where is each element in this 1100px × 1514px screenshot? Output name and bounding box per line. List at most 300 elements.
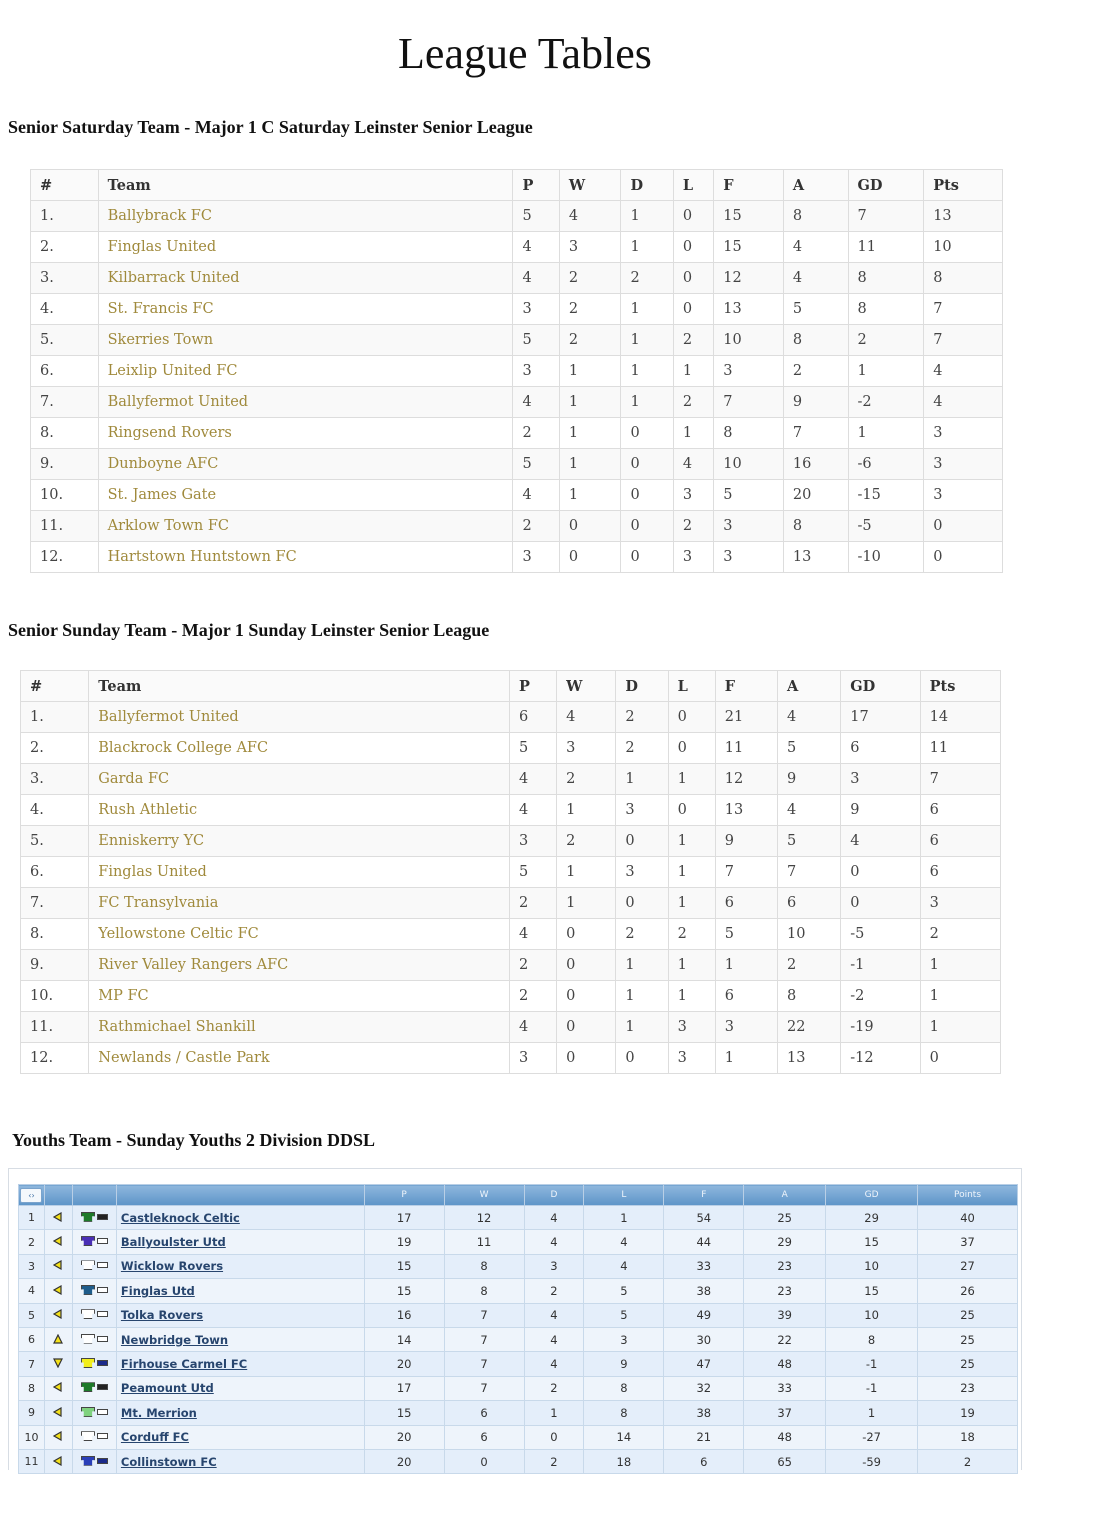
trend-same-icon bbox=[53, 1259, 63, 1273]
cell-points: 4 bbox=[924, 356, 1003, 387]
sunday-league-table bbox=[20, 670, 1001, 1074]
shorts-icon bbox=[97, 1360, 108, 1366]
cell-won: 11 bbox=[444, 1230, 524, 1254]
team-link[interactable]: Ballyfermot United bbox=[107, 394, 249, 410]
cell-points: 3 bbox=[924, 480, 1003, 511]
cell-team bbox=[116, 1401, 364, 1425]
cell-won: 1 bbox=[559, 449, 621, 480]
shirt-icon bbox=[81, 1382, 95, 1392]
cell-points: 6 bbox=[920, 857, 1000, 888]
cell-lost: 2 bbox=[673, 387, 713, 418]
cell-lost: 3 bbox=[673, 480, 713, 511]
team-link[interactable]: Arklow Town FC bbox=[107, 518, 229, 534]
cell-against: 8 bbox=[778, 981, 841, 1012]
cell-played: 15 bbox=[364, 1401, 444, 1425]
shorts-icon bbox=[97, 1287, 108, 1293]
cell-goal-difference: 8 bbox=[848, 263, 924, 294]
shirt-icon bbox=[81, 1236, 95, 1246]
cell-goal-difference: 0 bbox=[841, 857, 920, 888]
cell-goal-difference: -1 bbox=[826, 1376, 918, 1400]
cell-lost: 0 bbox=[673, 263, 713, 294]
cell-lost: 2 bbox=[668, 919, 715, 950]
team-link[interactable]: Yellowstone Celtic FC bbox=[98, 926, 259, 942]
column-header-won: W bbox=[559, 170, 621, 201]
cell-goal-difference: -2 bbox=[848, 387, 924, 418]
cell-team bbox=[89, 981, 510, 1012]
table-row bbox=[21, 733, 1001, 764]
cell-won: 1 bbox=[559, 356, 621, 387]
team-link[interactable]: Kilbarrack United bbox=[107, 270, 240, 286]
trend-up-icon bbox=[53, 1333, 63, 1347]
shorts-icon bbox=[97, 1336, 108, 1342]
cell-position: 6 bbox=[19, 1327, 45, 1351]
cell-won: 1 bbox=[559, 418, 621, 449]
cell-won: 2 bbox=[557, 826, 616, 857]
team-link[interactable]: Newlands / Castle Park bbox=[98, 1050, 270, 1066]
cell-for: 6 bbox=[715, 981, 777, 1012]
team-link[interactable]: Tolka Rovers bbox=[120, 1308, 204, 1323]
cell-lost: 3 bbox=[668, 1012, 715, 1043]
cell-played: 17 bbox=[364, 1376, 444, 1400]
cell-won: 3 bbox=[559, 232, 621, 263]
column-header-lost: L bbox=[673, 170, 713, 201]
cell-drawn: 2 bbox=[621, 263, 673, 294]
team-link[interactable]: Rathmichael Shankill bbox=[98, 1019, 256, 1035]
team-link[interactable]: Mt. Merrion bbox=[120, 1405, 197, 1420]
team-kit-icon bbox=[81, 1456, 108, 1466]
cell-goal-difference: 11 bbox=[848, 232, 924, 263]
cell-team bbox=[89, 950, 510, 981]
column-header-lost[interactable]: L bbox=[584, 1185, 664, 1206]
cell-against: 22 bbox=[744, 1327, 826, 1351]
team-kit-icon bbox=[81, 1212, 108, 1222]
cell-points: 7 bbox=[924, 325, 1003, 356]
cell-for: 44 bbox=[664, 1230, 744, 1254]
team-link[interactable]: St. James Gate bbox=[107, 487, 217, 503]
cell-goal-difference: -1 bbox=[841, 950, 920, 981]
cell-won: 1 bbox=[559, 387, 621, 418]
team-kit-icon bbox=[81, 1382, 108, 1392]
cell-kit bbox=[72, 1401, 116, 1425]
cell-against: 33 bbox=[744, 1376, 826, 1400]
column-header-points[interactable]: Points bbox=[918, 1185, 1018, 1206]
cell-for: 49 bbox=[664, 1303, 744, 1327]
column-header-points: Pts bbox=[920, 671, 1000, 702]
cell-team bbox=[98, 449, 513, 480]
column-toggle-cell bbox=[19, 1185, 45, 1206]
cell-against: 65 bbox=[744, 1449, 826, 1473]
cell-drawn: 0 bbox=[621, 511, 673, 542]
cell-lost: 1 bbox=[673, 418, 713, 449]
trend-same-icon bbox=[53, 1381, 63, 1395]
cell-for: 3 bbox=[715, 1012, 777, 1043]
cell-won: 6 bbox=[444, 1425, 524, 1449]
cell-lost: 3 bbox=[673, 542, 713, 573]
team-link[interactable]: Wicklow Rovers bbox=[120, 1259, 224, 1274]
table-row bbox=[31, 232, 1003, 263]
trend-same-icon bbox=[53, 1430, 63, 1444]
cell-goal-difference: 10 bbox=[826, 1303, 918, 1327]
cell-for: 3 bbox=[714, 511, 784, 542]
cell-team bbox=[116, 1254, 364, 1278]
shirt-icon bbox=[81, 1260, 95, 1270]
cell-won: 4 bbox=[559, 201, 621, 232]
cell-for: 33 bbox=[664, 1254, 744, 1278]
shorts-icon bbox=[97, 1214, 108, 1220]
column-header-team: Team bbox=[89, 671, 510, 702]
cell-for: 13 bbox=[715, 795, 777, 826]
cell-team bbox=[98, 263, 513, 294]
cell-points: 6 bbox=[920, 826, 1000, 857]
cell-position: 5. bbox=[21, 826, 89, 857]
cell-lost: 5 bbox=[584, 1303, 664, 1327]
cell-kit bbox=[72, 1303, 116, 1327]
team-link[interactable]: Corduff FC bbox=[120, 1430, 189, 1445]
cell-won: 0 bbox=[557, 919, 616, 950]
cell-points: 8 bbox=[924, 263, 1003, 294]
column-header-drawn[interactable]: D bbox=[524, 1185, 584, 1206]
cell-played: 4 bbox=[513, 263, 559, 294]
team-link[interactable]: Firhouse Carmel FC bbox=[120, 1357, 248, 1372]
cell-team bbox=[98, 325, 513, 356]
table-row bbox=[31, 511, 1003, 542]
column-toggle-button[interactable]: ‹› bbox=[20, 1188, 42, 1203]
table-row bbox=[31, 480, 1003, 511]
cell-lost: 8 bbox=[584, 1376, 664, 1400]
team-link[interactable]: FC Transylvania bbox=[98, 895, 219, 911]
cell-won: 8 bbox=[444, 1254, 524, 1278]
cell-position: 2. bbox=[31, 232, 99, 263]
cell-lost: 2 bbox=[673, 325, 713, 356]
column-header-against[interactable]: A bbox=[744, 1185, 826, 1206]
cell-position: 7 bbox=[19, 1352, 45, 1376]
column-header-goal-difference: GD bbox=[848, 170, 924, 201]
cell-played: 20 bbox=[364, 1425, 444, 1449]
cell-goal-difference: 7 bbox=[848, 201, 924, 232]
cell-for: 7 bbox=[715, 857, 777, 888]
saturday-league-table bbox=[30, 169, 1003, 573]
cell-for: 15 bbox=[714, 201, 784, 232]
team-kit-icon bbox=[81, 1236, 108, 1246]
cell-for: 9 bbox=[715, 826, 777, 857]
cell-against: 23 bbox=[744, 1254, 826, 1278]
cell-points: 25 bbox=[918, 1352, 1018, 1376]
cell-played: 5 bbox=[513, 449, 559, 480]
cell-position: 10. bbox=[31, 480, 99, 511]
cell-goal-difference: 0 bbox=[841, 888, 920, 919]
cell-lost: 0 bbox=[673, 201, 713, 232]
cell-played: 20 bbox=[364, 1449, 444, 1473]
cell-for: 38 bbox=[664, 1401, 744, 1425]
shorts-icon bbox=[97, 1262, 108, 1268]
cell-against: 13 bbox=[783, 542, 848, 573]
cell-goal-difference: 1 bbox=[826, 1401, 918, 1425]
cell-team bbox=[116, 1449, 364, 1473]
cell-for: 6 bbox=[715, 888, 777, 919]
team-link[interactable]: Ballyfermot United bbox=[98, 709, 239, 725]
cell-against: 6 bbox=[778, 888, 841, 919]
cell-for: 30 bbox=[664, 1327, 744, 1351]
cell-trend bbox=[44, 1401, 72, 1425]
cell-for: 11 bbox=[715, 733, 777, 764]
cell-position: 4 bbox=[19, 1279, 45, 1303]
table-row bbox=[21, 1012, 1001, 1043]
cell-position: 4. bbox=[31, 294, 99, 325]
cell-lost: 9 bbox=[584, 1352, 664, 1376]
cell-played: 3 bbox=[509, 1043, 556, 1074]
column-header-won[interactable]: W bbox=[444, 1185, 524, 1206]
cell-against: 2 bbox=[778, 950, 841, 981]
cell-for: 10 bbox=[714, 325, 784, 356]
cell-won: 0 bbox=[557, 1012, 616, 1043]
column-header-for[interactable]: F bbox=[664, 1185, 744, 1206]
cell-drawn: 1 bbox=[524, 1401, 584, 1425]
table-row bbox=[21, 981, 1001, 1012]
team-link[interactable]: Finglas Utd bbox=[120, 1283, 195, 1298]
team-link[interactable]: Blackrock College AFC bbox=[98, 740, 269, 756]
cell-lost: 0 bbox=[673, 232, 713, 263]
cell-drawn: 3 bbox=[524, 1254, 584, 1278]
team-link[interactable]: Ringsend Rovers bbox=[107, 425, 232, 441]
cell-goal-difference: 10 bbox=[826, 1254, 918, 1278]
cell-points: 1 bbox=[920, 1012, 1000, 1043]
cell-played: 3 bbox=[509, 826, 556, 857]
cell-lost: 0 bbox=[673, 294, 713, 325]
cell-points: 0 bbox=[924, 511, 1003, 542]
shorts-icon bbox=[97, 1458, 108, 1464]
cell-drawn: 2 bbox=[616, 919, 668, 950]
cell-played: 6 bbox=[509, 702, 556, 733]
cell-drawn: 0 bbox=[616, 826, 668, 857]
table-row bbox=[19, 1352, 1018, 1376]
cell-goal-difference: -10 bbox=[848, 542, 924, 573]
trend-same-icon bbox=[53, 1211, 63, 1225]
cell-won: 7 bbox=[444, 1303, 524, 1327]
cell-against: 8 bbox=[783, 511, 848, 542]
column-header-drawn: D bbox=[616, 671, 668, 702]
cell-lost: 1 bbox=[668, 826, 715, 857]
cell-position: 2 bbox=[19, 1230, 45, 1254]
cell-position: 6. bbox=[31, 356, 99, 387]
team-link[interactable]: River Valley Rangers AFC bbox=[98, 957, 289, 973]
cell-position: 7. bbox=[21, 888, 89, 919]
youths-league-table bbox=[18, 1184, 1018, 1474]
team-link[interactable]: Peamount Utd bbox=[120, 1381, 214, 1396]
cell-position: 3. bbox=[31, 263, 99, 294]
cell-position: 5 bbox=[19, 1303, 45, 1327]
table-row bbox=[19, 1449, 1018, 1473]
cell-points: 3 bbox=[920, 888, 1000, 919]
cell-team bbox=[116, 1303, 364, 1327]
team-link[interactable]: Enniskerry YC bbox=[98, 833, 205, 849]
cell-won: 4 bbox=[557, 702, 616, 733]
team-kit-icon bbox=[81, 1431, 108, 1441]
team-kit-icon bbox=[81, 1309, 108, 1319]
column-header-against: A bbox=[778, 671, 841, 702]
cell-goal-difference: 29 bbox=[826, 1206, 918, 1230]
cell-drawn: 0 bbox=[621, 480, 673, 511]
team-link[interactable]: Garda FC bbox=[98, 771, 170, 787]
cell-team bbox=[89, 764, 510, 795]
table-row bbox=[19, 1206, 1018, 1230]
team-kit-icon bbox=[81, 1334, 108, 1344]
cell-points: 3 bbox=[924, 418, 1003, 449]
cell-lost: 8 bbox=[584, 1401, 664, 1425]
cell-against: 7 bbox=[778, 857, 841, 888]
cell-won: 2 bbox=[559, 263, 621, 294]
cell-points: 13 bbox=[924, 201, 1003, 232]
team-link[interactable]: Castleknock Celtic bbox=[120, 1210, 240, 1225]
team-link[interactable]: Rush Athletic bbox=[98, 802, 198, 818]
cell-drawn: 0 bbox=[616, 888, 668, 919]
cell-position: 3 bbox=[19, 1254, 45, 1278]
team-column-header bbox=[116, 1185, 364, 1206]
table-row bbox=[19, 1279, 1018, 1303]
team-link[interactable]: Collinstown FC bbox=[120, 1454, 217, 1469]
cell-kit bbox=[72, 1352, 116, 1376]
cell-trend bbox=[44, 1352, 72, 1376]
team-link[interactable]: MP FC bbox=[98, 988, 149, 1004]
cell-won: 2 bbox=[557, 764, 616, 795]
cell-points: 2 bbox=[920, 919, 1000, 950]
team-link[interactable]: Skerries Town bbox=[107, 332, 214, 348]
cell-drawn: 1 bbox=[621, 325, 673, 356]
cell-lost: 4 bbox=[584, 1230, 664, 1254]
cell-points: 11 bbox=[920, 733, 1000, 764]
table-header-row bbox=[31, 170, 1003, 201]
cell-lost: 3 bbox=[584, 1327, 664, 1351]
cell-points: 1 bbox=[920, 950, 1000, 981]
cell-lost: 18 bbox=[584, 1449, 664, 1473]
cell-trend bbox=[44, 1254, 72, 1278]
cell-for: 38 bbox=[664, 1279, 744, 1303]
team-link[interactable]: Leixlip United FC bbox=[107, 363, 238, 379]
trend-down-icon bbox=[53, 1357, 63, 1371]
team-link[interactable]: Dunboyne AFC bbox=[107, 456, 219, 472]
cell-against: 9 bbox=[778, 764, 841, 795]
team-link[interactable]: Ballyoulster Utd bbox=[120, 1235, 226, 1250]
cell-against: 10 bbox=[778, 919, 841, 950]
cell-drawn: 4 bbox=[524, 1327, 584, 1351]
cell-against: 13 bbox=[778, 1043, 841, 1074]
cell-played: 5 bbox=[513, 325, 559, 356]
cell-for: 1 bbox=[715, 1043, 777, 1074]
cell-won: 2 bbox=[559, 294, 621, 325]
cell-drawn: 2 bbox=[524, 1376, 584, 1400]
column-header-position: # bbox=[31, 170, 99, 201]
cell-lost: 1 bbox=[584, 1206, 664, 1230]
cell-against: 5 bbox=[783, 294, 848, 325]
cell-position: 9. bbox=[21, 950, 89, 981]
cell-for: 7 bbox=[714, 387, 784, 418]
cell-played: 2 bbox=[509, 888, 556, 919]
cell-drawn: 1 bbox=[616, 981, 668, 1012]
column-header-played[interactable]: P bbox=[364, 1185, 444, 1206]
cell-points: 7 bbox=[924, 294, 1003, 325]
cell-kit bbox=[72, 1254, 116, 1278]
table-row bbox=[31, 325, 1003, 356]
cell-position: 12. bbox=[21, 1043, 89, 1074]
cell-position: 3. bbox=[21, 764, 89, 795]
cell-team bbox=[116, 1352, 364, 1376]
team-link[interactable]: Finglas United bbox=[107, 239, 217, 255]
cell-played: 14 bbox=[364, 1327, 444, 1351]
cell-against: 2 bbox=[783, 356, 848, 387]
cell-team bbox=[116, 1206, 364, 1230]
cell-goal-difference: -6 bbox=[848, 449, 924, 480]
cell-played: 2 bbox=[509, 981, 556, 1012]
cell-against: 39 bbox=[744, 1303, 826, 1327]
cell-goal-difference: -1 bbox=[826, 1352, 918, 1376]
cell-drawn: 0 bbox=[621, 418, 673, 449]
cell-played: 20 bbox=[364, 1352, 444, 1376]
cell-drawn: 3 bbox=[616, 857, 668, 888]
cell-won: 3 bbox=[557, 733, 616, 764]
cell-won: 1 bbox=[557, 857, 616, 888]
table-row bbox=[31, 263, 1003, 294]
cell-against: 48 bbox=[744, 1425, 826, 1449]
team-link[interactable]: St. Francis FC bbox=[107, 301, 214, 317]
cell-for: 13 bbox=[714, 294, 784, 325]
table-row bbox=[19, 1376, 1018, 1400]
team-kit-icon bbox=[81, 1407, 108, 1417]
cell-played: 2 bbox=[513, 418, 559, 449]
team-link[interactable]: Newbridge Town bbox=[120, 1332, 229, 1347]
shorts-icon bbox=[97, 1409, 108, 1415]
cell-points: 2 bbox=[918, 1449, 1018, 1473]
column-header-goal-difference[interactable]: GD bbox=[826, 1185, 918, 1206]
cell-against: 20 bbox=[783, 480, 848, 511]
team-link[interactable]: Finglas United bbox=[98, 864, 207, 880]
cell-against: 8 bbox=[783, 325, 848, 356]
cell-won: 0 bbox=[557, 1043, 616, 1074]
cell-points: 26 bbox=[918, 1279, 1018, 1303]
table-row bbox=[19, 1327, 1018, 1351]
team-link[interactable]: Ballybrack FC bbox=[107, 208, 212, 224]
cell-points: 19 bbox=[918, 1401, 1018, 1425]
cell-team bbox=[116, 1376, 364, 1400]
table-row bbox=[21, 950, 1001, 981]
cell-kit bbox=[72, 1230, 116, 1254]
cell-team bbox=[89, 702, 510, 733]
cell-against: 4 bbox=[778, 795, 841, 826]
cell-against: 4 bbox=[783, 263, 848, 294]
cell-position: 7. bbox=[31, 387, 99, 418]
table-row bbox=[19, 1303, 1018, 1327]
shirt-icon bbox=[81, 1334, 95, 1344]
cell-won: 0 bbox=[559, 511, 621, 542]
cell-kit bbox=[72, 1327, 116, 1351]
table-row bbox=[31, 449, 1003, 480]
team-link[interactable]: Hartstown Huntstown FC bbox=[107, 549, 297, 565]
cell-points: 7 bbox=[920, 764, 1000, 795]
cell-goal-difference: -12 bbox=[841, 1043, 920, 1074]
cell-points: 14 bbox=[920, 702, 1000, 733]
cell-position: 1. bbox=[31, 201, 99, 232]
cell-team bbox=[89, 888, 510, 919]
cell-won: 1 bbox=[559, 480, 621, 511]
cell-points: 27 bbox=[918, 1254, 1018, 1278]
column-header-position: # bbox=[21, 671, 89, 702]
cell-for: 15 bbox=[714, 232, 784, 263]
cell-won: 1 bbox=[557, 795, 616, 826]
cell-trend bbox=[44, 1327, 72, 1351]
cell-position: 6. bbox=[21, 857, 89, 888]
cell-drawn: 1 bbox=[616, 764, 668, 795]
trend-same-icon bbox=[53, 1308, 63, 1322]
cell-played: 17 bbox=[364, 1206, 444, 1230]
cell-position: 9. bbox=[31, 449, 99, 480]
